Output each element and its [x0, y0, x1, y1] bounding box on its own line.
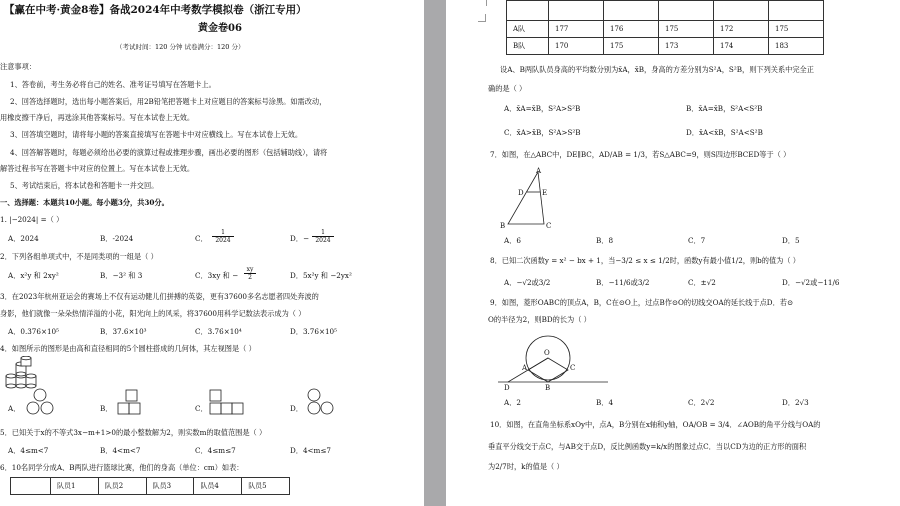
- left-document-page: [0, 0, 424, 506]
- table-cell: 170: [549, 38, 604, 55]
- table-row: [507, 21, 824, 38]
- q4-option-b: B．: [100, 404, 113, 413]
- q6-option-d: D．x̄A<x̄B，S²A<S²B: [686, 128, 763, 137]
- option-b-shape: [116, 388, 150, 418]
- q9-option-b: B．4: [596, 398, 614, 407]
- q6-option-c: C．x̄A>x̄B，S²A>S²B: [504, 128, 581, 137]
- q7-option-a: A．6: [504, 236, 521, 245]
- q2-option-d: D．5x²y 和 −2yx²: [290, 271, 352, 280]
- q8-option-c: C．±√2: [688, 278, 716, 287]
- question-9-line: 9．如图，菱形OABC的顶点A，B，C在⊙O上，过点B作⊙O的切线交OA的延长线于点D．若⊙: [490, 298, 793, 307]
- section-heading: 一、选择题：本题共10小题。每小题3分，共30分。: [0, 198, 169, 207]
- question-6: 6．10名同学分成A、B两队进行篮球比赛，他们的身高（单位：cm）如表：: [0, 463, 244, 472]
- table-cell: 177: [549, 21, 604, 38]
- question-4: 4．如图所示的图形是由高和直径相同的5个圆柱搭成的几何体，其左视图是（ ）: [0, 344, 256, 353]
- label-a: A: [522, 364, 528, 372]
- table-header-cell: 队员1: [51, 478, 99, 495]
- exam-info: （考试时间：120 分钟 试卷满分：120 分）: [116, 43, 245, 51]
- q2-option-a: A．x²y 和 2xy²: [8, 271, 59, 280]
- triangle-figure: [496, 166, 556, 232]
- q3-option-a: A．0.376×10⁵: [8, 327, 60, 336]
- q6-option-a: A．x̄A=x̄B，S²A>S²B: [504, 104, 581, 113]
- table-cell-team: A队: [507, 21, 549, 38]
- label-o: O: [544, 349, 550, 357]
- corner-mark: [478, 14, 486, 22]
- label-b: B: [500, 222, 506, 230]
- rhombus-circle-figure: [498, 330, 618, 392]
- q9-option-c: C．2√2: [688, 398, 715, 407]
- table-cell: 176: [604, 21, 659, 38]
- label-b: B: [545, 384, 551, 392]
- label-c: C: [546, 222, 552, 230]
- q9-option-d: D．2√3: [782, 398, 809, 407]
- q7-option-d: D．5: [782, 236, 800, 245]
- cylinders-figure: [4, 356, 42, 392]
- table-cell: 173: [659, 38, 714, 55]
- label-e: E: [542, 189, 548, 197]
- notice-line: 2、回答选择题时，选出每小题答案后，用2B铅笔把答题卡上对应题目的答案标号涂黑。如需改动，: [10, 97, 327, 106]
- table-header-cell: 队员3: [146, 478, 194, 495]
- q9-option-a: A．2: [504, 398, 521, 407]
- question-7: 7．如图，在△ABC中，DE∥BC，AD/AB = 1/3，若S△ABC=9，则S四边形BCED等于（ ）: [490, 150, 791, 159]
- height-table: [506, 0, 824, 55]
- question-10-line: 垂直平分线交于点C，与AB交于点D，反比例函数y=k/x的图象过点C．当以CD为边的正方形的面积: [488, 442, 807, 451]
- q7-option-c: C．7: [688, 236, 706, 245]
- q2-option-c: C．3xy 和 −: [195, 271, 239, 280]
- notice-line: 1、答卷前，考生务必将自己的姓名、准考证号填写在答题卡上。: [10, 80, 216, 89]
- table-header-cell: 队员4: [194, 478, 242, 495]
- option-d-shape: [306, 388, 346, 418]
- question-10-line: 10．如图，在直角坐标系xOy中，点A，B分别在x轴和y轴，OA/OB = 3/4．∠AOB的角平分线与OA的: [490, 420, 821, 429]
- q1-option-b: B．-2024: [100, 234, 134, 243]
- q2-option-b: B．−3² 和 3: [100, 271, 143, 280]
- question-3-line: 3．在2023年杭州亚运会的赛场上不仅有运动健儿们拼搏的英姿，更有37600多名志愿者四处奔波的: [0, 292, 319, 301]
- notice-line: 3、回答填空题时，请将每小题的答案直接填写在答题卡中对应横线上。写在本试卷上无效。: [10, 130, 303, 139]
- q3-option-d: D．3.76×10⁵: [290, 327, 338, 336]
- q6-option-b: B．x̄A=x̄B，S²A<S²B: [686, 104, 763, 113]
- table-cell: 175: [659, 21, 714, 38]
- table-cell: 183: [769, 38, 824, 55]
- q6-text: 确的是（ ）: [488, 84, 527, 93]
- right-document-page: [446, 0, 900, 506]
- notice-line: 4、回答解答题时，每题必须给出必要的演算过程或推理步骤，画出必要的图形（包括辅助线），请将: [10, 148, 328, 157]
- height-table-header: [10, 477, 290, 495]
- table-cell: 175: [769, 21, 824, 38]
- question-5: 5．已知关于x的不等式3x−m+1>0的最小整数解为2，则实数m的取值范围是（ ）: [0, 428, 267, 437]
- q1-d-fraction: 1 2024: [312, 229, 334, 244]
- table-cell: 175: [604, 38, 659, 55]
- q1-option-a: A．2024: [8, 234, 39, 243]
- exam-title: 【赢在中考·黄金8卷】备战2024年中考数学模拟卷（浙江专用）: [4, 4, 307, 16]
- question-10-line: 为2/7时，k的值是（ ）: [488, 462, 564, 471]
- question-1: 1. |−2024| =（ ）: [0, 215, 64, 224]
- q1-option-d: D．−: [290, 234, 309, 243]
- table-cell-team: B队: [507, 38, 549, 55]
- table-header-cell: 队员2: [98, 478, 146, 495]
- option-c-shape: [208, 388, 248, 418]
- q5-option-c: C．4≤m≤7: [195, 446, 236, 455]
- notice-line: 解答过程书写在答题卡中对应的位置上。写在本试卷上无效。: [0, 164, 195, 173]
- q5-option-a: A．4≤m<7: [8, 446, 49, 455]
- q8-option-d: D．−√2或−11/6: [782, 278, 840, 287]
- notice-line: 5、考试结束后，将本试卷和答题卡一并交回。: [10, 181, 159, 190]
- table-header-cell: 队员5: [242, 478, 290, 495]
- q4-option-c: C．: [195, 404, 208, 413]
- q6-text: 设A、B两队队员身高的平均数分别为x̄A，x̄B，身高的方差分别为S²A，S²B，则下列关系中完全正: [500, 65, 814, 74]
- label-d: D: [518, 189, 524, 197]
- table-cell: 174: [714, 38, 769, 55]
- q8-option-a: A．−√2或3/2: [504, 278, 551, 287]
- label-c: C: [570, 364, 576, 372]
- q5-option-b: B．4<m<7: [100, 446, 141, 455]
- question-9-line: O的半径为2，则BD的长为（ ）: [488, 315, 591, 324]
- table-row: [507, 38, 824, 55]
- question-8: 8．已知二次函数y = x² − bx + 1，当−3/2 ≤ x ≤ 1/2时，函数y有最小值1/2，则b的值为（ ）: [490, 256, 800, 265]
- label-a: A: [536, 167, 542, 175]
- notice-line: 用橡皮擦干净后，再选涂其他答案标号。写在本试卷上无效。: [0, 113, 195, 122]
- q1-c-fraction: 1 2024: [212, 229, 234, 244]
- q1-option-c: C．: [195, 234, 208, 243]
- q7-option-b: B．8: [596, 236, 614, 245]
- q3-option-c: C．3.76×10⁴: [195, 327, 242, 336]
- q8-option-b: B．−11/6或3/2: [596, 278, 650, 287]
- q2-c-fraction: xy 2: [244, 266, 256, 281]
- table-cell: 172: [714, 21, 769, 38]
- q4-option-a: A．: [8, 404, 21, 413]
- corner-mark: [486, 0, 494, 6]
- question-2: 2．下列各组单项式中，不是同类项的一组是（ ）: [0, 252, 158, 261]
- notice-header: 注意事项：: [0, 62, 36, 71]
- question-3-line: 身影，他们就像一朵朵热情洋溢的小花，阳光向上的风采，将37600用科学记数法表示成为（ ）: [0, 309, 306, 318]
- q5-option-d: D．4<m≤7: [290, 446, 331, 455]
- label-d: D: [504, 384, 510, 392]
- exam-subtitle: 黄金卷06: [198, 23, 242, 34]
- table-header-cell: [11, 478, 51, 495]
- option-a-shape: [24, 388, 58, 418]
- q3-option-b: B．37.6×10³: [100, 327, 147, 336]
- q4-option-d: D．: [290, 404, 303, 413]
